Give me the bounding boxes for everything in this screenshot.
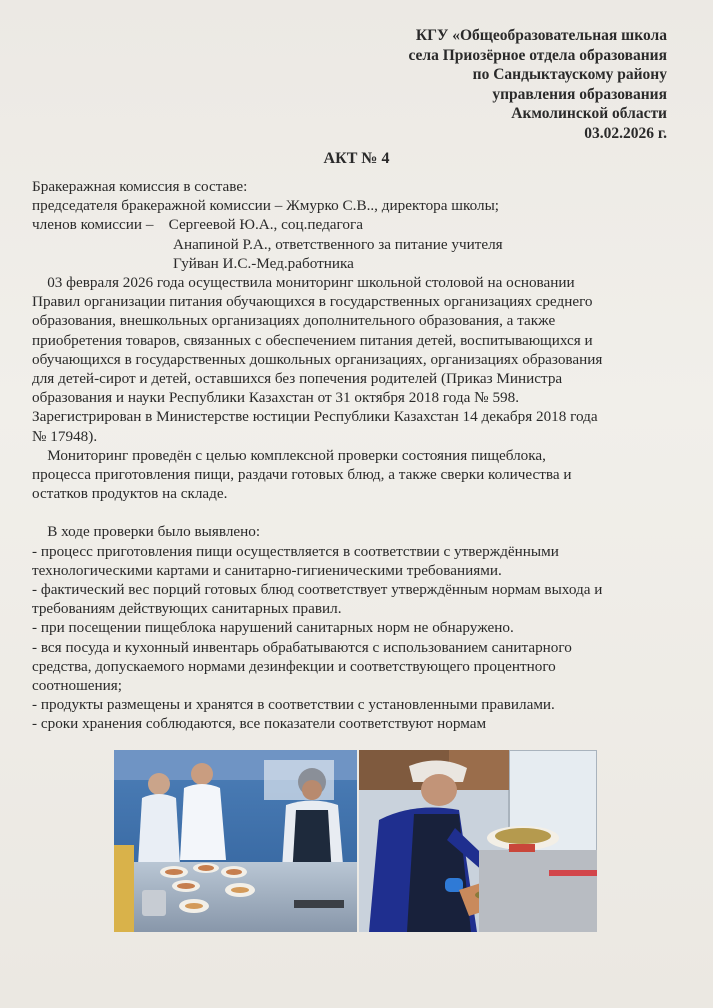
text-line: обучающихся в государственных дошкольных организациях, организациях образования	[32, 350, 603, 368]
commission-members-row	[32, 215, 682, 234]
finding-line: - вся посуда и кухонный инвентарь обрабатываются с использованием санитарного	[32, 638, 572, 656]
finding-line: - при посещении пищеблока нарушений санитарных норм не обнаружено.	[32, 619, 514, 637]
text-line: № 17948).	[32, 427, 98, 445]
commission-intro: Бракеражная комиссия в составе:	[32, 178, 248, 195]
commission-member: Гуйван И.С.-Мед.работника	[173, 254, 354, 272]
finding-line: - фактический вес порций готовых блюд соответствует утверждённым нормам выхода и	[32, 581, 603, 599]
finding-line: - сроки хранения соблюдаются, все показатели соответствуют нормам	[32, 715, 487, 733]
findings-intro: В ходе проверки было выявлено:	[32, 523, 261, 541]
finding-line: соотношения;	[32, 677, 122, 695]
header-line: села Приозёрное отдела образования	[408, 46, 667, 64]
text-line: образования, внешкольных организациях дополнительного образования, а также	[32, 312, 556, 330]
organization-header	[307, 26, 667, 143]
header-line: Акмолинской области	[511, 105, 667, 122]
text-line: Правил организации питания обучающихся в государственных организациях среднего	[32, 293, 593, 311]
text-line: для детей-сирот и детей, оставшихся без попечения родителей (Приказ Министра	[32, 370, 563, 388]
paragraph-legal-basis	[32, 273, 682, 446]
finding-line: средства, допускаемого нормами дезинфекции и соответствующего процентного	[32, 657, 556, 675]
finding-line: - продукты размещены и хранятся в соответствии с установленными правилами.	[32, 696, 555, 714]
text-line: процесса приготовления пищи, раздачи готовых блюд, а также сверки количества и	[32, 466, 572, 484]
members-label: членов комиссии –	[32, 216, 154, 234]
commission-chair: председателя бракеражной комиссии – Жмурко С.В.., директора школы;	[32, 197, 499, 215]
finding-line: - процесс приготовления пищи осуществляется в соответствии с утверждёнными	[32, 542, 559, 560]
document-date: 03.02.2026 г.	[584, 124, 667, 142]
text-line: остатков продуктов на складе.	[32, 485, 228, 503]
text-line: образования и науки Республики Казахстан от 31 октября 2018 года № 598.	[32, 389, 520, 407]
header-line: КГУ «Общеобразовательная школа	[415, 27, 667, 44]
document-title: АКТ № 4	[323, 150, 390, 167]
photo-strip	[114, 750, 597, 932]
commission-member: Сергеевой Ю.А., соц.педагога	[168, 216, 363, 234]
text-line: Мониторинг проведён с целью комплексной проверки состояния пищеблока,	[32, 446, 546, 464]
text-line: Зарегистрирован в Министерстве юстиции Республики Казахстан 14 декабря 2018 года	[32, 408, 598, 426]
text-line: приобретения товаров, связанных с обеспечением питания детей, воспитывающихся и	[32, 331, 593, 349]
kitchen-photo-cook	[359, 750, 597, 932]
paragraph-gap	[32, 503, 682, 522]
kitchen-photo-commission	[114, 750, 357, 932]
finding-line: технологическими картами и санитарно-гигиеническими требованиями.	[32, 561, 502, 579]
header-line: по Сандыктаускому району	[472, 66, 667, 83]
document-body	[32, 177, 682, 734]
text-line: 03 февраля 2026 года осуществила мониторинг школьной столовой на основании	[32, 274, 575, 292]
header-line: управления образования	[492, 85, 667, 103]
commission-member: Анапиной Р.А., ответственного за питание учителя	[173, 235, 503, 253]
findings-section	[32, 522, 682, 733]
finding-line: требованиям действующих санитарных правил.	[32, 600, 342, 618]
paragraph-purpose	[32, 446, 682, 504]
